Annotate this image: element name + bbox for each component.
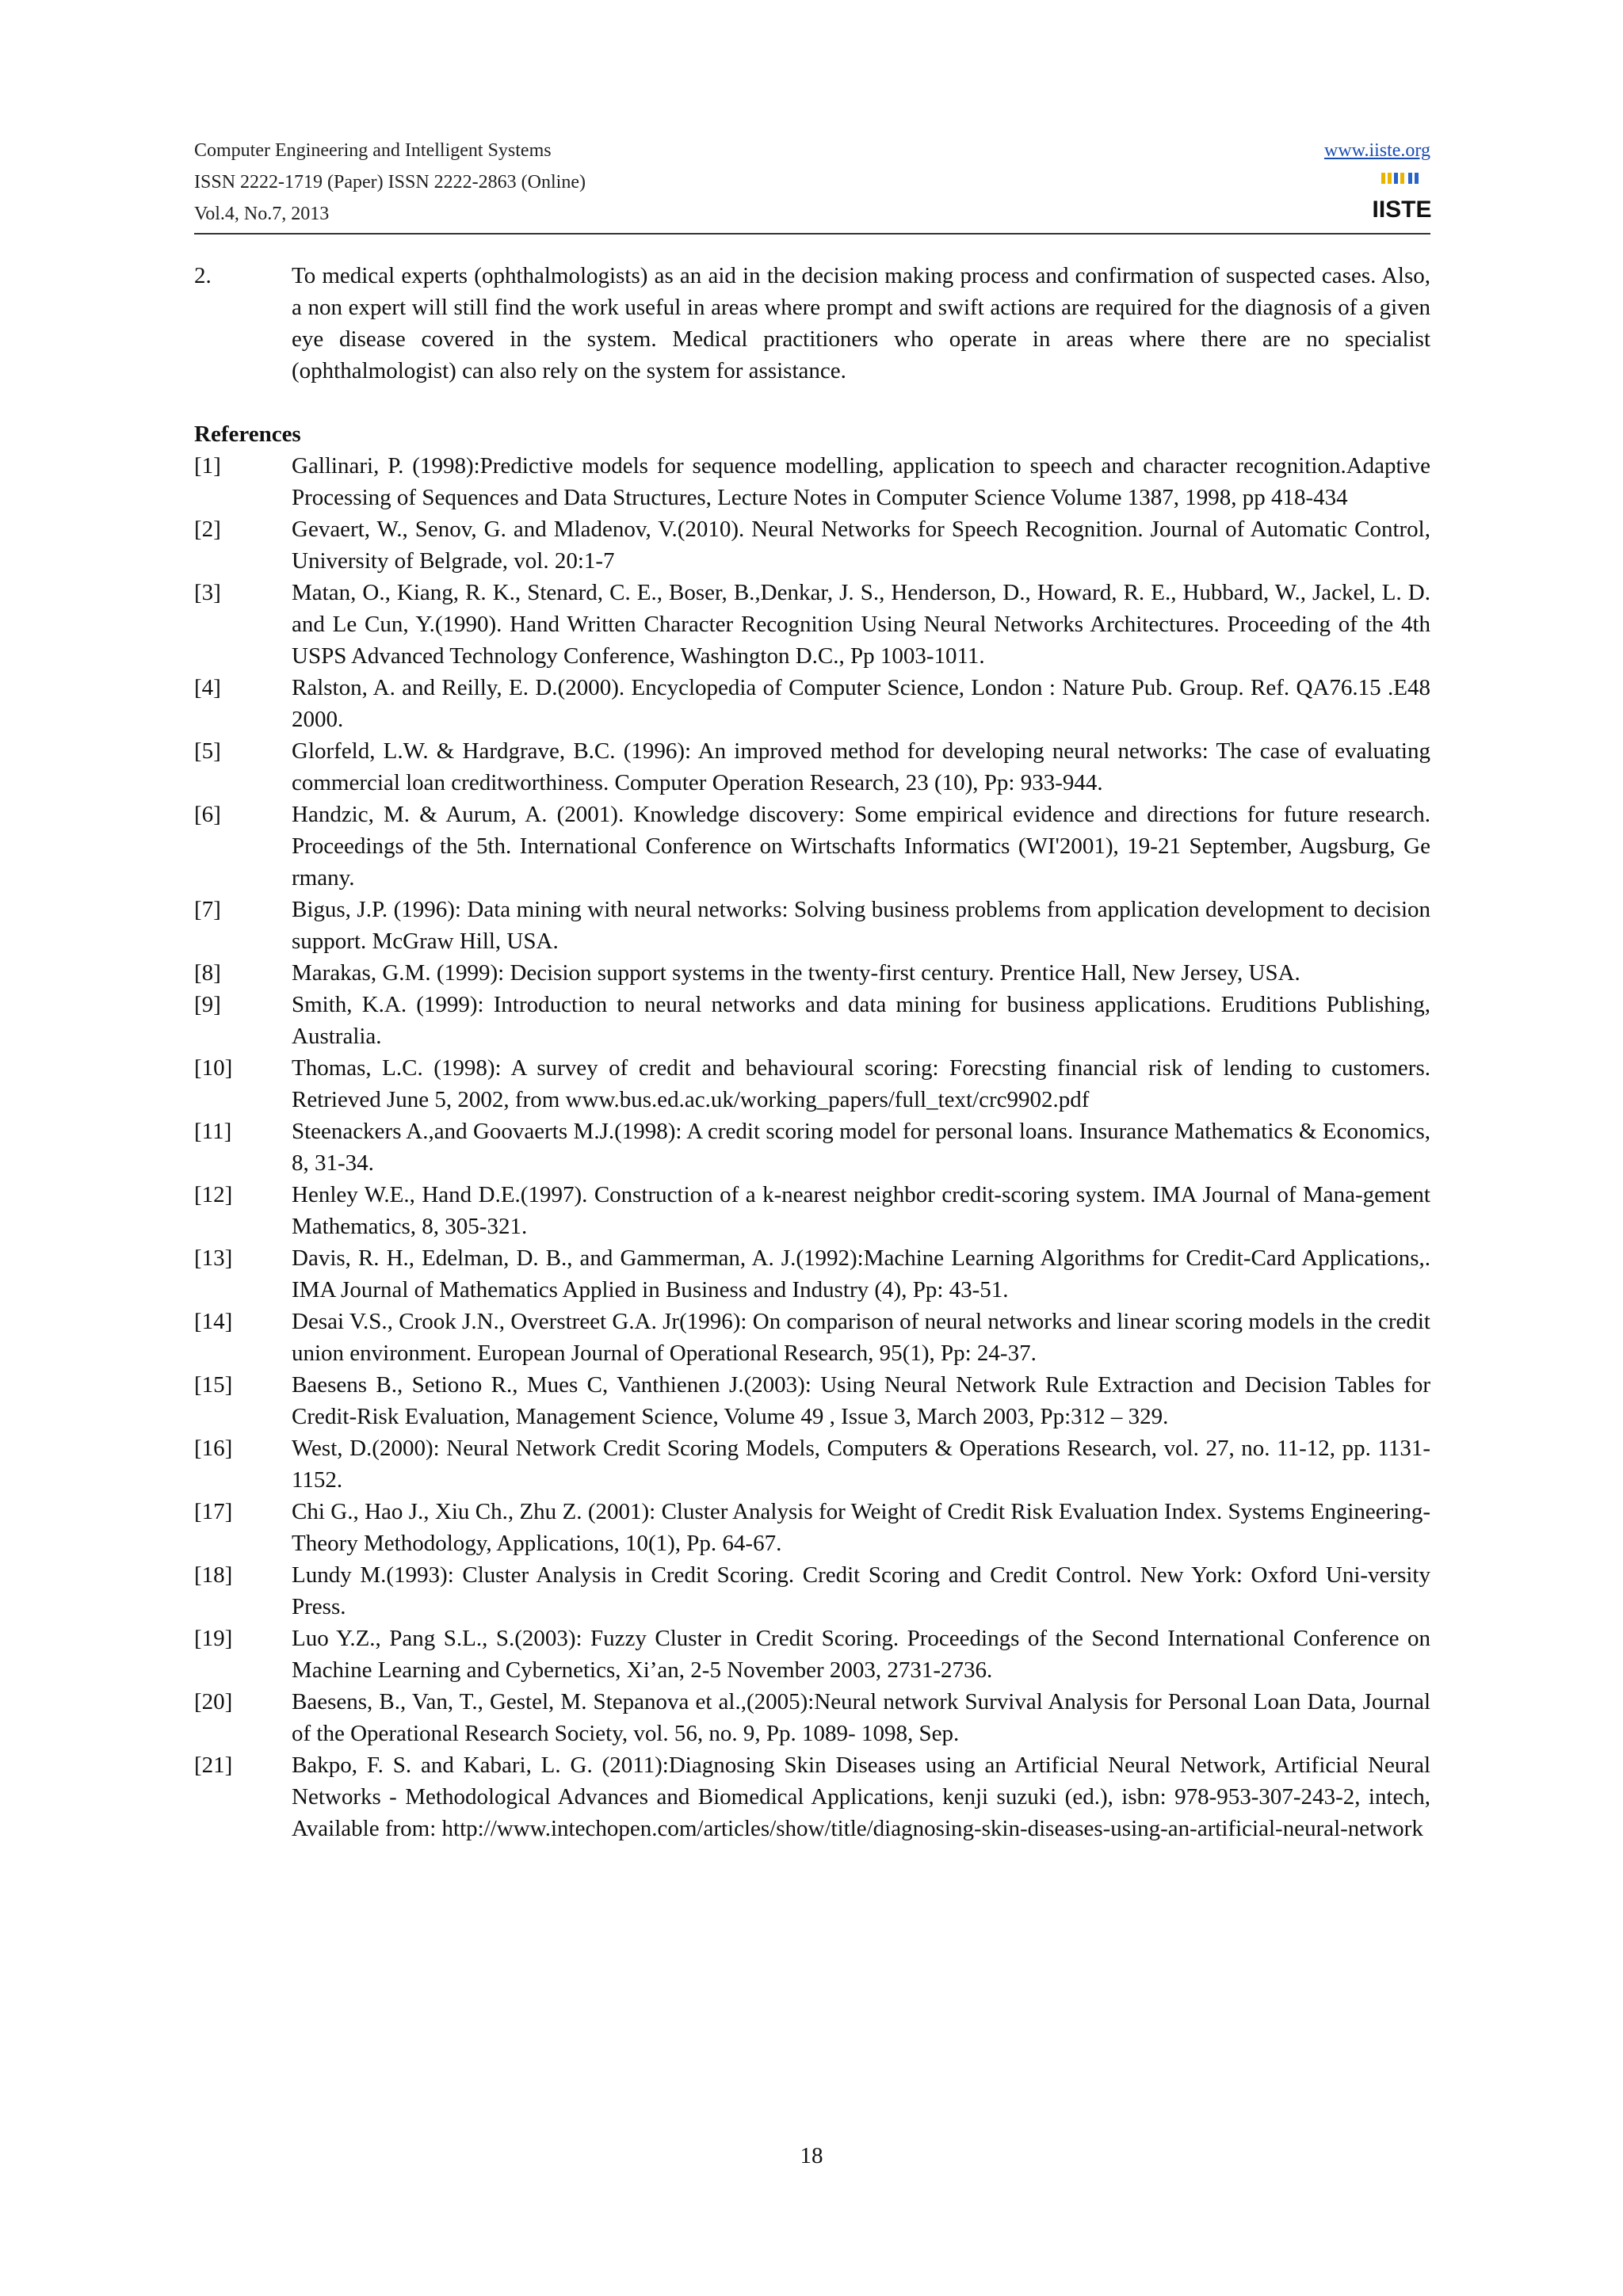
reference-text: Gevaert, W., Senov, G. and Mladenov, V.(2010). Neural Networks for Speech Recognition. Journal of Automatic Control, University of Belgrade, vol. 20:1-7 [292,517,1430,574]
reference-text: Lundy M.(1993): Cluster Analysis in Credit Scoring. Credit Scoring and Credit Control. New York: Oxford Uni-versity Press. [292,1562,1430,1619]
reference-item [194,1179,1430,1242]
reference-number: [13] [194,1245,233,1271]
reference-number: [6] [194,802,221,827]
reference-text: Ralston, A. and Reilly, E. D.(2000). Encyclopedia of Computer Science, London : Nature Pub. Group. Ref. QA76.15 .E48 2000. [292,675,1430,732]
reference-text: Marakas, G.M. (1999): Decision support systems in the twenty-first century. Prentice Hall, New Jersey, USA. [292,960,1300,986]
reference-text: Thomas, L.C. (1998): A survey of credit and behavioural scoring: Forecsting financial risk of lending to customers. Retrieved June 5, 2002, from www.bus.ed.ac.uk/working_papers/full_text/crc9902.pdf [292,1055,1430,1112]
reference-number: [15] [194,1372,233,1398]
reference-text: Matan, O., Kiang, R. K., Stenard, C. E., Boser, B.,Denkar, J. S., Henderson, D., Howard, R. E., Hubbard, W., Jackel, L. D. and Le Cun, Y.(1990). Hand Written Character Recognition Using Neural Networks Architectures. Proceeding of the 4th USPS Advanced Technology Conference, Washington D.C., Pp 1003-1011. [292,580,1430,669]
reference-item [194,1052,1430,1116]
reference-number: [3] [194,580,221,605]
reference-number: [4] [194,675,221,700]
reference-item [194,1116,1430,1179]
reference-text: Henley W.E., Hand D.E.(1997). Construction of a k-nearest neighbor credit-scoring system. IMA Journal of Mana-gement Mathematics, 8, 305-321. [292,1182,1430,1239]
reference-item [194,894,1430,957]
volume-line: Vol.4, No.7, 2013 [194,204,330,224]
reference-list [194,450,1430,1844]
reference-item [194,1306,1430,1369]
page-number: 18 [800,2143,823,2168]
reference-item [194,1623,1430,1686]
reference-number: [16] [194,1436,233,1461]
reference-item [194,672,1430,735]
reference-text: Gallinari, P. (1998):Predictive models for sequence modelling, application to speech and character recognition.Adaptive Processing of Sequences and Data Structures, Lecture Notes in Computer Science Volume 1387, 1998, pp 418-434 [292,453,1430,510]
reference-text: Smith, K.A. (1999): Introduction to neural networks and data mining for business applications. Eruditions Publishing, Australia. [292,992,1430,1049]
reference-number: [18] [194,1562,233,1588]
paragraph-number: 2. [194,263,212,288]
reference-item [194,1749,1430,1844]
reference-number: [1] [194,453,221,479]
reference-number: [12] [194,1182,233,1207]
reference-number: [9] [194,992,221,1017]
reference-text: Luo Y.Z., Pang S.L., S.(2003): Fuzzy Cluster in Credit Scoring. Proceedings of the Second International Conference on Machine Learning and Cybernetics, Xi’an, 2-5 November 2003, 2731-2736. [292,1626,1430,1683]
reference-item [194,450,1430,513]
page-body [194,260,1430,1844]
reference-item [194,1496,1430,1559]
reference-number: [10] [194,1055,233,1081]
page-header [194,135,1430,230]
reference-text: Handzic, M. & Aurum, A. (2001). Knowledge discovery: Some empirical evidence and directions for future research. Proceedings of the 5th. International Conference on Wirtschafts Informatics (WI'2001), 19-21 September, Augsburg, Ge rmany. [292,802,1430,891]
reference-text: Chi G., Hao J., Xiu Ch., Zhu Z. (2001): Cluster Analysis for Weight of Credit Risk Evaluation Index. Systems Engineering-Theory Methodology, Applications, 10(1), Pp. 64-67. [292,1499,1430,1556]
iiste-logo [1372,171,1432,223]
references-heading: References [194,421,301,447]
reference-item [194,989,1430,1052]
header-rule [194,233,1430,235]
reference-item [194,513,1430,577]
reference-number: [20] [194,1689,233,1714]
reference-number: [2] [194,517,221,542]
reference-text: West, D.(2000): Neural Network Credit Scoring Models, Computers & Operations Research, vol. 27, no. 11-12, pp. 1131-1152. [292,1436,1430,1493]
reference-text: Baesens B., Setiono R., Mues C, Vanthienen J.(2003): Using Neural Network Rule Extraction and Decision Tables for Credit-Risk Evaluation, Management Science, Volume 49 , Issue 3, March 2003, Pp:312 – 329. [292,1372,1430,1429]
reference-text: Bakpo, F. S. and Kabari, L. G. (2011):Diagnosing Skin Diseases using an Artificial Neural Network, Artificial Neural Networks - Methodological Advances and Biomedical Applications, kenji suzuki (ed.), isbn: 978-953-307-243-2, intech, Available from: http://www.intechopen.com/articles/show/title/diagnosing-skin-diseases-using-an-artificial-neural-network [292,1753,1430,1841]
reference-number: [21] [194,1753,233,1778]
numbered-paragraph [194,260,1430,387]
reference-text: Davis, R. H., Edelman, D. B., and Gammerman, A. J.(1992):Machine Learning Algorithms for Credit-Card Applications,. IMA Journal of Mathematics Applied in Business and Industry (4), Pp: 43-51. [292,1245,1430,1302]
reference-text: Glorfeld, L.W. & Hardgrave, B.C. (1996): An improved method for developing neural networks: The case of evaluating commercial loan creditworthiness. Computer Operation Research, 23 (10), Pp: 933-944. [292,738,1430,795]
reference-item [194,1369,1430,1432]
reference-number: [7] [194,897,221,922]
reference-text: Steenackers A.,and Goovaerts M.J.(1998): A credit scoring model for personal loans. Insurance Mathematics & Economics, 8, 31-34. [292,1119,1430,1176]
journal-website-link[interactable]: www.iiste.org [1324,140,1430,161]
reference-number: [14] [194,1309,233,1334]
reference-text: Bigus, J.P. (1996): Data mining with neural networks: Solving business problems from application development to decision support. McGraw Hill, USA. [292,897,1430,954]
reference-number: [19] [194,1626,233,1651]
reference-item [194,1559,1430,1623]
reference-item [194,577,1430,672]
reference-item [194,957,1430,989]
issn-line: ISSN 2222-1719 (Paper) ISSN 2222-2863 (Online) [194,172,586,193]
reference-number: [5] [194,738,221,764]
reference-item [194,1686,1430,1749]
reference-item [194,1432,1430,1496]
paragraph-text: To medical experts (ophthalmologists) as an aid in the decision making process and confirmation of suspected cases. Also, a non expert will still find the work useful in areas where prompt and swift actions are required for the diagnosis of a given eye disease covered in the system. Medical practitioners who operate in areas where there are no specialist (ophthalmologist) can also rely on the system for assistance. [292,263,1430,383]
reference-text: Desai V.S., Crook J.N., Overstreet G.A. Jr(1996): On comparison of neural networks and linear scoring models in the credit union environment. European Journal of Operational Research, 95(1), Pp: 24-37. [292,1309,1430,1366]
journal-title: Computer Engineering and Intelligent Systems [194,140,552,161]
reference-number: [17] [194,1499,233,1524]
reference-item [194,799,1430,894]
reference-number: [8] [194,960,221,986]
reference-item [194,735,1430,799]
reference-number: [11] [194,1119,232,1144]
logo-text: IISTE [1372,196,1432,223]
reference-text: Baesens, B., Van, T., Gestel, M. Stepanova et al.,(2005):Neural network Survival Analysis for Personal Loan Data, Journal of the Operational Research Society, vol. 56, no. 9, Pp. 1089- 1098, Sep. [292,1689,1430,1746]
reference-item [194,1242,1430,1306]
